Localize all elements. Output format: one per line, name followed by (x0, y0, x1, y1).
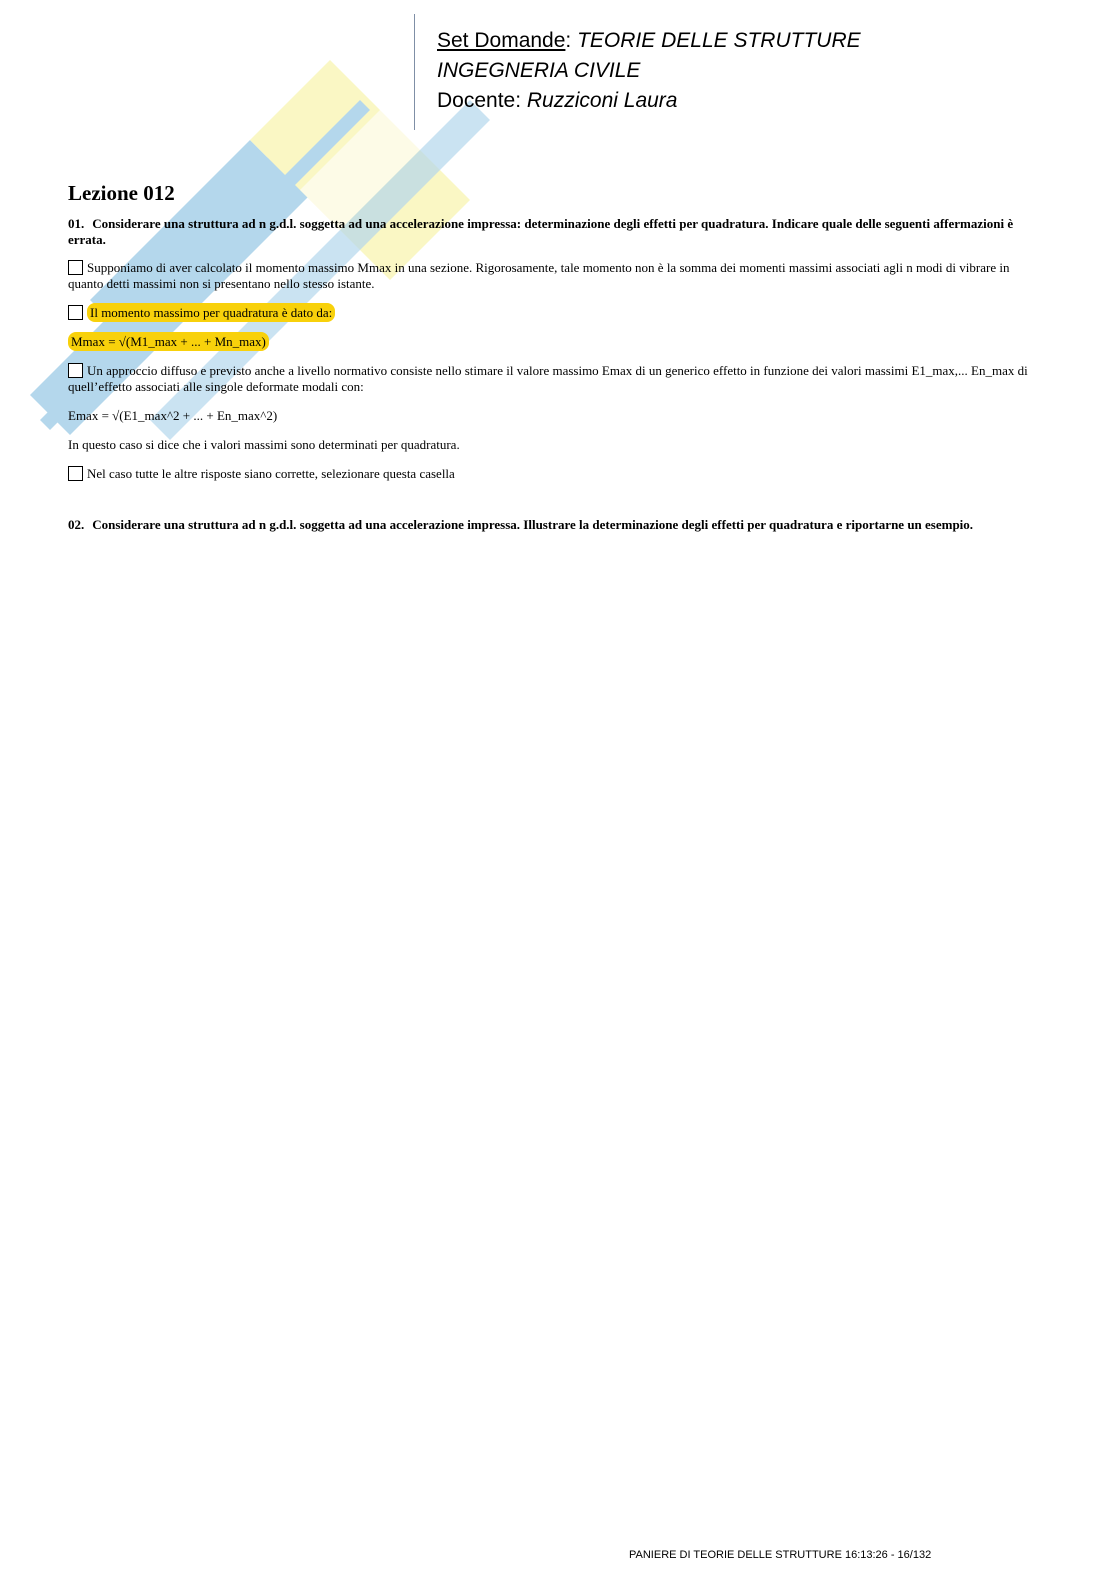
answer-checkbox[interactable] (68, 466, 83, 481)
question-number: 02. (68, 517, 85, 532)
answer-option-3 (68, 363, 1036, 395)
answer-text-highlighted: Il momento massimo per quadratura è dato da: (87, 303, 335, 322)
answer-formula-highlighted-row (68, 334, 1036, 350)
question-text: Considerare una struttura ad n g.d.l. soggetta ad una accelerazione impressa. Illustrare la determinazione degli effetti per quadratura e riportarne un esempio. (92, 517, 974, 532)
answer-text: Nel caso tutte le altre risposte siano corrette, selezionare questa casella (87, 466, 455, 481)
answer-text: Un approccio diffuso e previsto anche a livello normativo consiste nello stimare il valore massimo Emax di un generico effetto in funzione dei valori massimi E1_max,... En_max di quell’effetto associati alle singole deformate modali con: (68, 363, 1028, 394)
document-header (437, 26, 861, 116)
answer-option-4 (68, 466, 1036, 482)
document-body (68, 180, 1036, 545)
course-title: TEORIE DELLE STRUTTURE (577, 29, 861, 52)
question-1 (68, 216, 1036, 248)
answer-formula: Emax = √(E1_max^2 + ... + En_max^2) (68, 408, 278, 423)
answer-option-1 (68, 260, 1036, 292)
degree-name: INGEGNERIA CIVILE (437, 59, 641, 82)
teacher-name: Ruzziconi Laura (526, 89, 678, 112)
answer-checkbox[interactable] (68, 260, 83, 275)
set-separator: : (565, 29, 578, 52)
set-label: Set Domande (437, 29, 566, 52)
teacher-label: Docente: (437, 89, 527, 112)
set-line (437, 26, 861, 56)
answer-note: In questo caso si dice che i valori massimi sono determinati per quadratura. (68, 437, 460, 452)
spacer (68, 495, 1036, 517)
header-divider (414, 14, 415, 130)
lesson-title: Lezione 012 (68, 181, 175, 205)
question-number: 01. (68, 216, 85, 231)
answer-checkbox[interactable] (68, 305, 83, 320)
teacher-line (437, 86, 861, 116)
question-2 (68, 517, 1036, 533)
page-footer: PANIERE DI TEORIE DELLE STRUTTURE 16:13:26 - 16/132 (629, 1549, 932, 1561)
question-text: Considerare una struttura ad n g.d.l. soggetta ad una accelerazione impressa: determinazione degli effetti per quadratura. Indicare quale delle seguenti affermazioni è errata. (68, 216, 1014, 247)
answer-option-2 (68, 305, 1036, 321)
answer-text: Supponiamo di aver calcolato il momento massimo Mmax in una sezione. Rigorosamente, tale momento non è la somma dei momenti massimi associati agli n modi di vibrare in quanto detti massimi non si presentano nello stesso istante. (68, 260, 1010, 291)
answer-checkbox[interactable] (68, 363, 83, 378)
answer-formula-highlighted: Mmax = √(M1_max + ... + Mn_max) (68, 332, 269, 351)
